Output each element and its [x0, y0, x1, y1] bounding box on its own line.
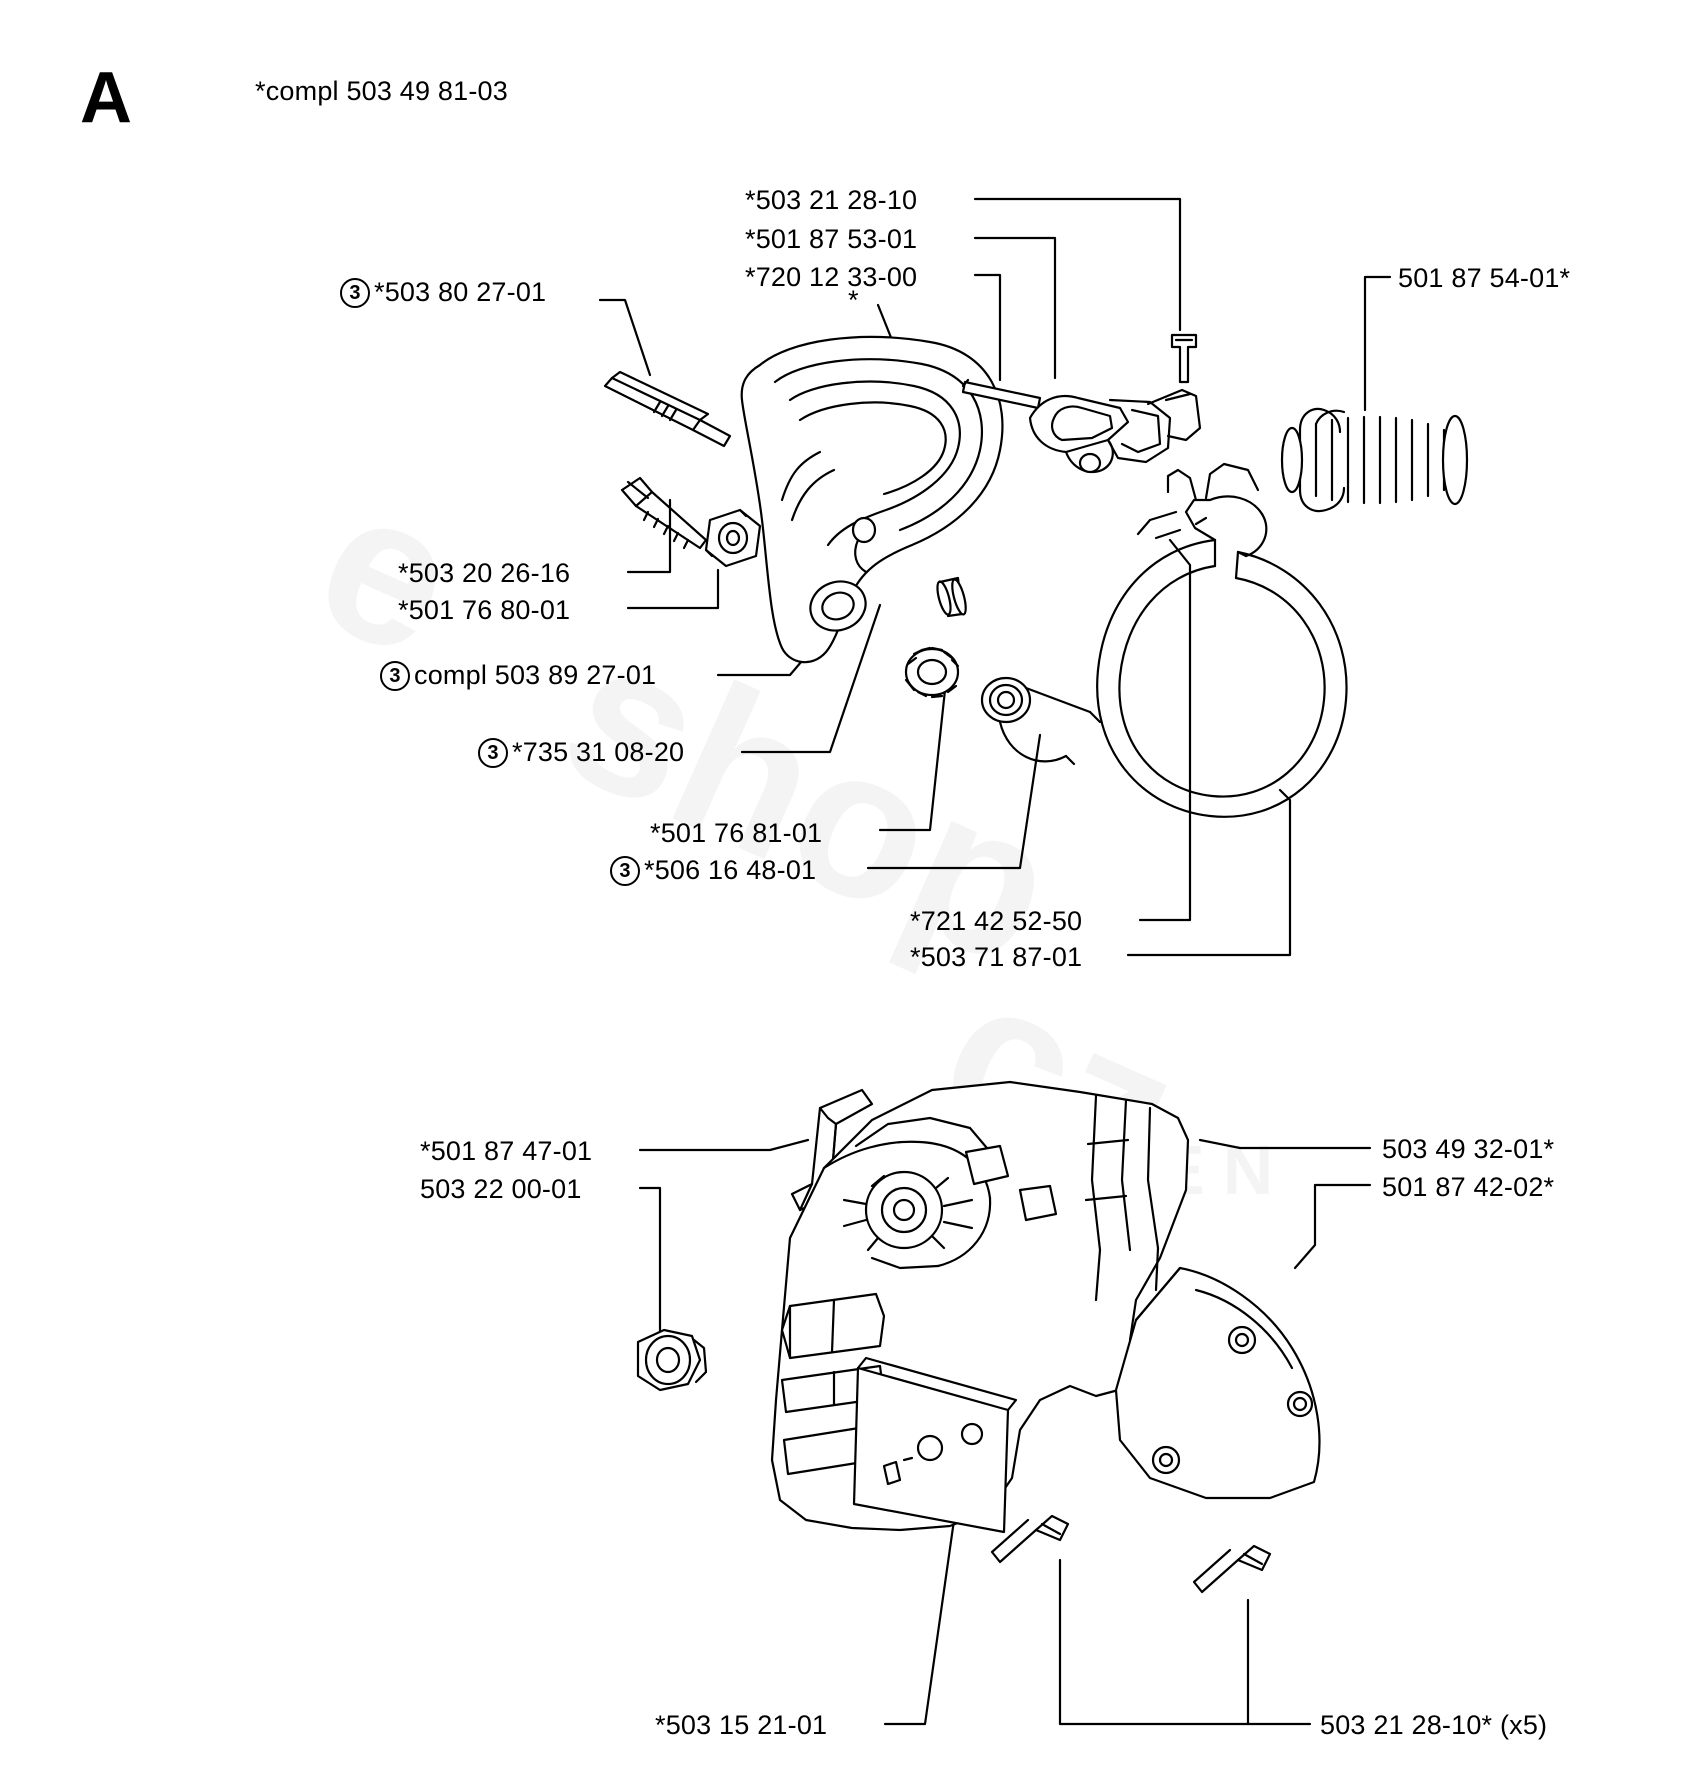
part-number-506-16-48-01: *506 16 48-01: [644, 855, 817, 885]
part-label-501-76-81-01: *501 76 81-01: [650, 818, 823, 848]
qty-marker-3-washer: 3: [478, 738, 508, 768]
compl-prefix: compl: [414, 660, 488, 690]
header-compl-number: 503 49 81-03: [346, 76, 508, 106]
part-label-501-87-53-01: *501 87 53-01: [745, 224, 918, 254]
part-label-503-20-26-16: *503 20 26-16: [398, 558, 571, 588]
part-label-501-87-47-01: *501 87 47-01: [420, 1136, 593, 1166]
part-number-503-21-28-10-bottom: 503 21 28-10*: [1320, 1710, 1493, 1740]
part-label-501-76-80-01: *501 76 80-01: [398, 595, 571, 625]
qty-marker-3: 3: [340, 278, 370, 308]
part-label-720-12-33-00: *720 12 33-00: [745, 262, 918, 292]
part-label-735-31-08-20: [478, 737, 684, 768]
part-label-503-22-00-01: 503 22 00-01: [420, 1174, 582, 1204]
part-number-503-80-27-01: *503 80 27-01: [374, 277, 547, 307]
header-compl-label: [255, 76, 508, 106]
header-compl-prefix: *compl: [255, 76, 339, 106]
qty-marker-3-compl: 3: [380, 661, 410, 691]
part-label-506-16-48-01: [610, 855, 816, 886]
part-label-compl-503-89-27-01: [380, 660, 656, 691]
part-label-501-87-54-01: 501 87 54-01*: [1398, 263, 1571, 293]
part-label-503-15-21-01: *503 15 21-01: [655, 1710, 828, 1740]
part-label-503-80-27-01: [340, 277, 546, 308]
part-label-501-87-42-02: 501 87 42-02*: [1382, 1172, 1555, 1202]
part-label-503-71-87-01: *503 71 87-01: [910, 942, 1083, 972]
part-label-721-42-52-50: *721 42 52-50: [910, 906, 1083, 936]
qty-marker-3-spring: 3: [610, 856, 640, 886]
part-label-star-marker: *: [848, 285, 859, 315]
part-qty-x5: (x5): [1499, 1710, 1548, 1740]
part-number-735-31-08-20: *735 31 08-20: [512, 737, 685, 767]
section-letter: A: [80, 58, 132, 138]
part-number-503-89-27-01: 503 89 27-01: [494, 660, 657, 690]
part-label-503-21-28-10: *503 21 28-10: [745, 185, 918, 215]
part-label-503-49-32-01: 503 49 32-01*: [1382, 1134, 1555, 1164]
part-label-503-21-28-10-bottom: [1320, 1710, 1547, 1740]
